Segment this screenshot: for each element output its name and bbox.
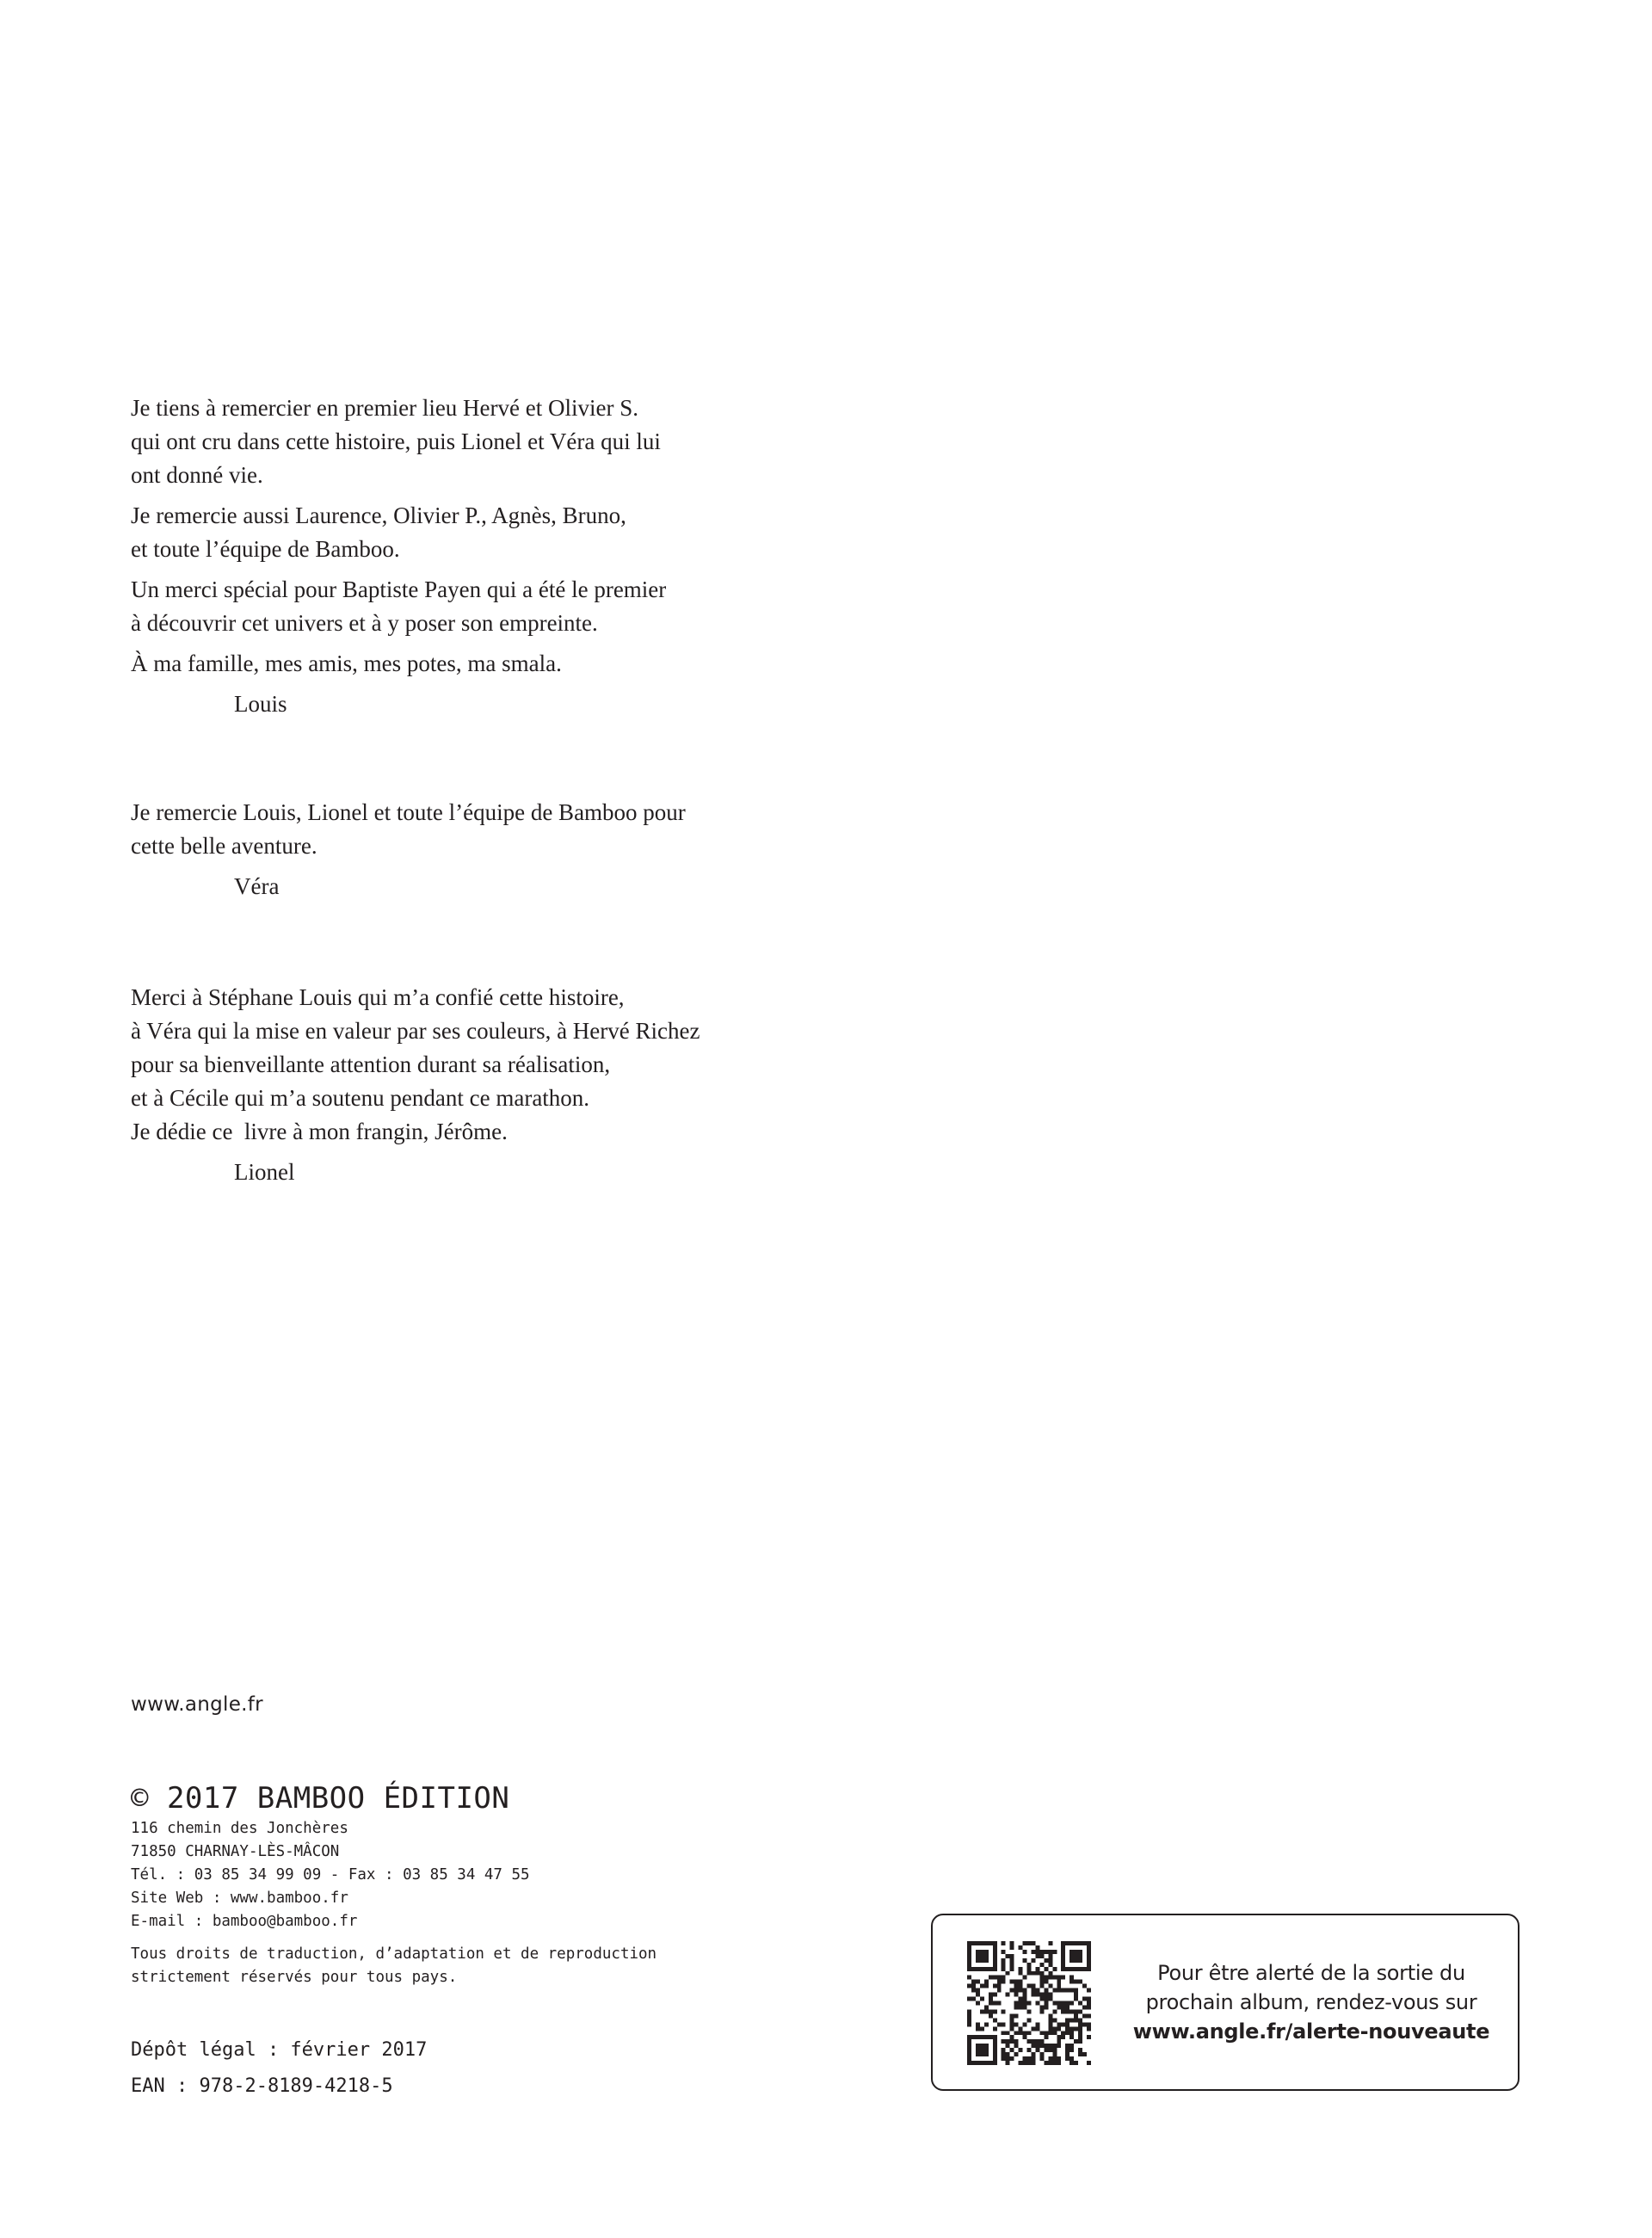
ack-line: et à Cécile qui m’a soutenu pendant ce marathon.	[131, 1085, 590, 1111]
acknowledgement-lionel	[131, 981, 905, 1189]
publisher-email[interactable]: E-mail : bamboo@bamboo.fr	[131, 1913, 358, 1930]
publisher-title: © 2017 BAMBOO ÉDITION	[131, 1781, 510, 1816]
signature-lionel: Lionel	[234, 1159, 295, 1185]
ack-paragraph	[131, 796, 905, 863]
alert-text	[1131, 1958, 1492, 2046]
new-release-alert-box	[931, 1914, 1519, 2091]
ack-line: Je dédie ce livre à mon frangin, Jérôme.	[131, 1119, 508, 1144]
ack-paragraph	[131, 391, 905, 492]
rights-line: strictement réservés pour tous pays.	[131, 1969, 458, 1986]
ack-paragraph	[131, 573, 905, 640]
legal-deposit: Dépôt légal : février 2017	[131, 2039, 428, 2061]
ack-line: À ma famille, mes amis, mes potes, ma smala.	[131, 650, 562, 676]
ack-line: ont donné vie.	[131, 462, 263, 488]
publisher-address-line: 71850 CHARNAY-LÈS-MÂCON	[131, 1843, 340, 1860]
legal-info	[131, 2032, 427, 2105]
ack-line: à Véra qui la mise en valeur par ses couleurs, à Hervé Richez	[131, 1018, 700, 1044]
publisher-info	[131, 1779, 530, 1933]
ack-line: Je remercie aussi Laurence, Olivier P., Agnès, Bruno,	[131, 502, 626, 528]
ack-line: pour sa bienveillante attention durant sa réalisation,	[131, 1051, 611, 1077]
ack-line: Un merci spécial pour Baptiste Payen qui a été le premier	[131, 576, 667, 602]
alert-url-link[interactable]: www.angle.fr/alerte-nouveaute	[1132, 2019, 1490, 2044]
website-link[interactable]: www.angle.fr	[131, 1693, 263, 1716]
publisher-phone: Tél. : 03 85 34 99 09 - Fax : 03 85 34 47 55	[131, 1866, 530, 1883]
rights-notice	[131, 1943, 656, 1989]
ack-line: Merci à Stéphane Louis qui m’a confié cette histoire,	[131, 984, 625, 1010]
ack-line: cette belle aventure.	[131, 833, 317, 859]
publisher-address-line: 116 chemin des Jonchères	[131, 1820, 348, 1837]
alert-line-2: prochain album, rendez-vous sur	[1145, 1990, 1477, 2014]
signature-louis: Louis	[234, 691, 287, 717]
signature-vera: Véra	[234, 873, 280, 899]
rights-line: Tous droits de traduction, d’adaptation et de reproduction	[131, 1945, 657, 1963]
ack-paragraph	[131, 647, 905, 681]
ack-paragraph	[131, 499, 905, 566]
ack-line: à découvrir cet univers et à y poser son empreinte.	[131, 610, 598, 636]
ack-line: Je tiens à remercier en premier lieu Hervé et Olivier S.	[131, 395, 638, 421]
publisher-site[interactable]: Site Web : www.bamboo.fr	[131, 1890, 348, 1907]
acknowledgement-louis	[131, 391, 905, 721]
ack-line: et toute l’équipe de Bamboo.	[131, 536, 400, 562]
alert-line-1: Pour être alerté de la sortie du	[1157, 1961, 1465, 1985]
qr-code-icon[interactable]	[967, 1941, 1091, 2065]
ack-line: qui ont cru dans cette histoire, puis Lionel et Véra qui lui	[131, 428, 661, 454]
ack-paragraph	[131, 981, 905, 1149]
acknowledgement-vera	[131, 796, 905, 903]
ean-code: EAN : 978-2-8189-4218-5	[131, 2075, 393, 2097]
ack-line: Je remercie Louis, Lionel et toute l’équipe de Bamboo pour	[131, 799, 686, 825]
